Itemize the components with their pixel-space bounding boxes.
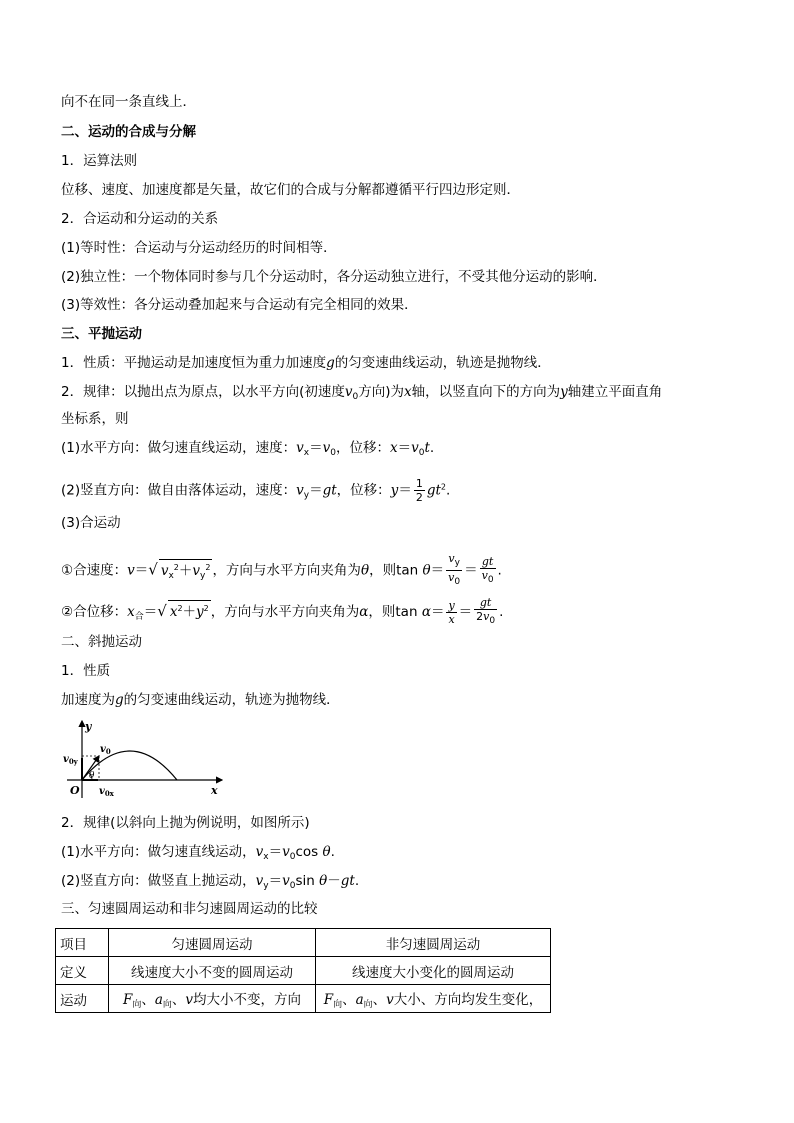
v0x-label: $v_{0x}$	[99, 786, 114, 798]
text: ①合速度：	[61, 562, 128, 579]
text: 均大小不变，方向	[193, 991, 302, 1008]
text: (1)水平方向：做匀速直线运动，速度：	[61, 440, 297, 456]
text: ，方向与水平方向夹角为	[212, 562, 361, 579]
text: ，位移：	[336, 482, 391, 499]
text: 方向)为	[358, 384, 405, 400]
text-line: 向不在同一条直线上．	[61, 94, 196, 110]
subsection-heading: 1．性质	[61, 663, 111, 679]
text-line: 坐标系，则	[61, 411, 129, 427]
text: 1．性质：平抛运动是加速度恒为重力加速度	[61, 355, 327, 371]
text-line: (3)合运动	[61, 515, 121, 531]
formula-line: (1)水平方向：做匀速直线运动，$v_x=v_0\cos$ θ.	[61, 844, 335, 862]
table-cell: 线速度大小不变的圆周运动	[109, 957, 316, 985]
formula-line: (2)竖直方向：做自由落体运动，速度：$v_y=gt$，位移：y＝ $\frac{1}{2}$ $gt^2$.	[61, 477, 451, 504]
text: 轴，以竖直向下的方向为	[411, 384, 561, 400]
table-header-row	[56, 929, 551, 957]
text: ，则tan	[368, 604, 418, 620]
formula-line: (1)水平方向：做匀速直线运动，速度：$v_x=v_0$，位移：$x=v_0t$.	[61, 440, 435, 458]
trajectory-curve	[82, 751, 177, 780]
text-line: 位移、速度、加速度都是矢量，故它们的合成与分解都遵循平行四边形定则．	[61, 182, 520, 198]
y-axis-label: y	[85, 720, 92, 733]
text-line: (3)等效性：各分运动叠加起来与合运动有完全相同的效果．	[61, 297, 418, 313]
table-row	[56, 985, 551, 1013]
table-cell: $F_向$、$a_向$、v均大小不变，方向	[109, 985, 316, 1013]
text-line: 加速度为g的匀变速曲线运动，轨迹为抛物线．	[61, 692, 340, 708]
text: 2．规律：以抛出点为原点，以水平方向(初速度	[61, 384, 345, 400]
section-heading: 二、斜抛运动	[61, 634, 142, 650]
section-heading: 二、运动的合成与分解	[61, 124, 196, 140]
text: (2)竖直方向：做竖直上抛运动，	[61, 873, 256, 889]
text: ，方向与水平方向夹角为	[210, 604, 360, 620]
table-cell: 定义	[56, 957, 109, 985]
text: 轴建立平面直角	[567, 384, 663, 400]
text: (2)竖直方向：做自由落体运动，速度：	[61, 482, 297, 499]
table-row	[56, 957, 551, 985]
table-header-cell: 匀速圆周运动	[109, 929, 316, 957]
text: 加速度为	[61, 692, 115, 708]
table-cell: 线速度大小变化的圆周运动	[316, 957, 551, 985]
text-line: (2)独立性：一个物体同时参与几个分运动时，各分运动独立进行，不受其他分运动的影响．	[61, 269, 607, 285]
theta-label: θ	[89, 771, 95, 781]
table-header-cell: 项目	[56, 929, 109, 957]
subsection-heading: 1．运算法则	[61, 153, 138, 169]
text-line: 2．规律(以斜向上抛为例说明，如图所示)	[61, 815, 310, 831]
formula-line: ①合速度：v＝√ $v_x^2+v_y^2$ ，方向与水平方向夹角为θ，则tan θ＝ $\frac{v_y}{v_0}$ ＝ $\frac{gt}{v_0}$ .	[61, 552, 502, 587]
text: (1)水平方向：做匀速直线运动，	[61, 844, 256, 860]
x-axis-label: x	[211, 784, 218, 797]
text: 的匀变速曲线运动，轨迹为抛物线．	[123, 692, 340, 708]
text: ，位移：	[335, 440, 390, 456]
table-cell: 运动	[56, 985, 109, 1013]
table-cell: $F_向$、$a_向$、v大小、方向均发生变化，	[316, 985, 551, 1013]
table-header-cell: 非匀速圆周运动	[316, 929, 551, 957]
text-line: 1．性质：平抛运动是加速度恒为重力加速度g的匀变速曲线运动，轨迹是抛物线．	[61, 355, 551, 371]
formula-line: (2)竖直方向：做竖直上抛运动，$v_y=v_0\sin$ θ－gt.	[61, 873, 360, 891]
text-line: (1)等时性：合运动与分运动经历的时间相等．	[61, 240, 337, 256]
text: 的匀变速曲线运动，轨迹是抛物线．	[334, 355, 551, 371]
v0y-label: $v_{0y}$	[63, 754, 78, 766]
section-heading: 三、平抛运动	[61, 326, 142, 342]
section-heading: 三、匀速圆周运动和非匀速圆周运动的比较	[61, 901, 318, 917]
projectile-diagram	[62, 716, 232, 800]
text-line: 2．规律：以抛出点为原点，以水平方向(初速度$v_0$方向)为x轴，以竖直向下的方向为y轴建立平面直角	[61, 384, 663, 402]
text: sin	[295, 873, 315, 889]
text: cos	[295, 844, 319, 860]
formula-line: ②合位移：$x_合=√$ $x^2+y^2$ ，方向与水平方向夹角为α，则tan α＝ $\frac{y}{x}$ ＝ $\frac{gt}{2v_0}$ .	[61, 596, 504, 626]
text: 大小、方向均发生变化，	[393, 991, 543, 1008]
text: ，则tan	[369, 562, 419, 579]
subsection-heading: 2．合运动和分运动的关系	[61, 211, 219, 227]
text: ②合位移：	[61, 604, 128, 620]
comparison-table	[55, 928, 551, 1013]
origin-label: O	[70, 784, 80, 797]
v0-label: $v_0$	[100, 744, 111, 756]
